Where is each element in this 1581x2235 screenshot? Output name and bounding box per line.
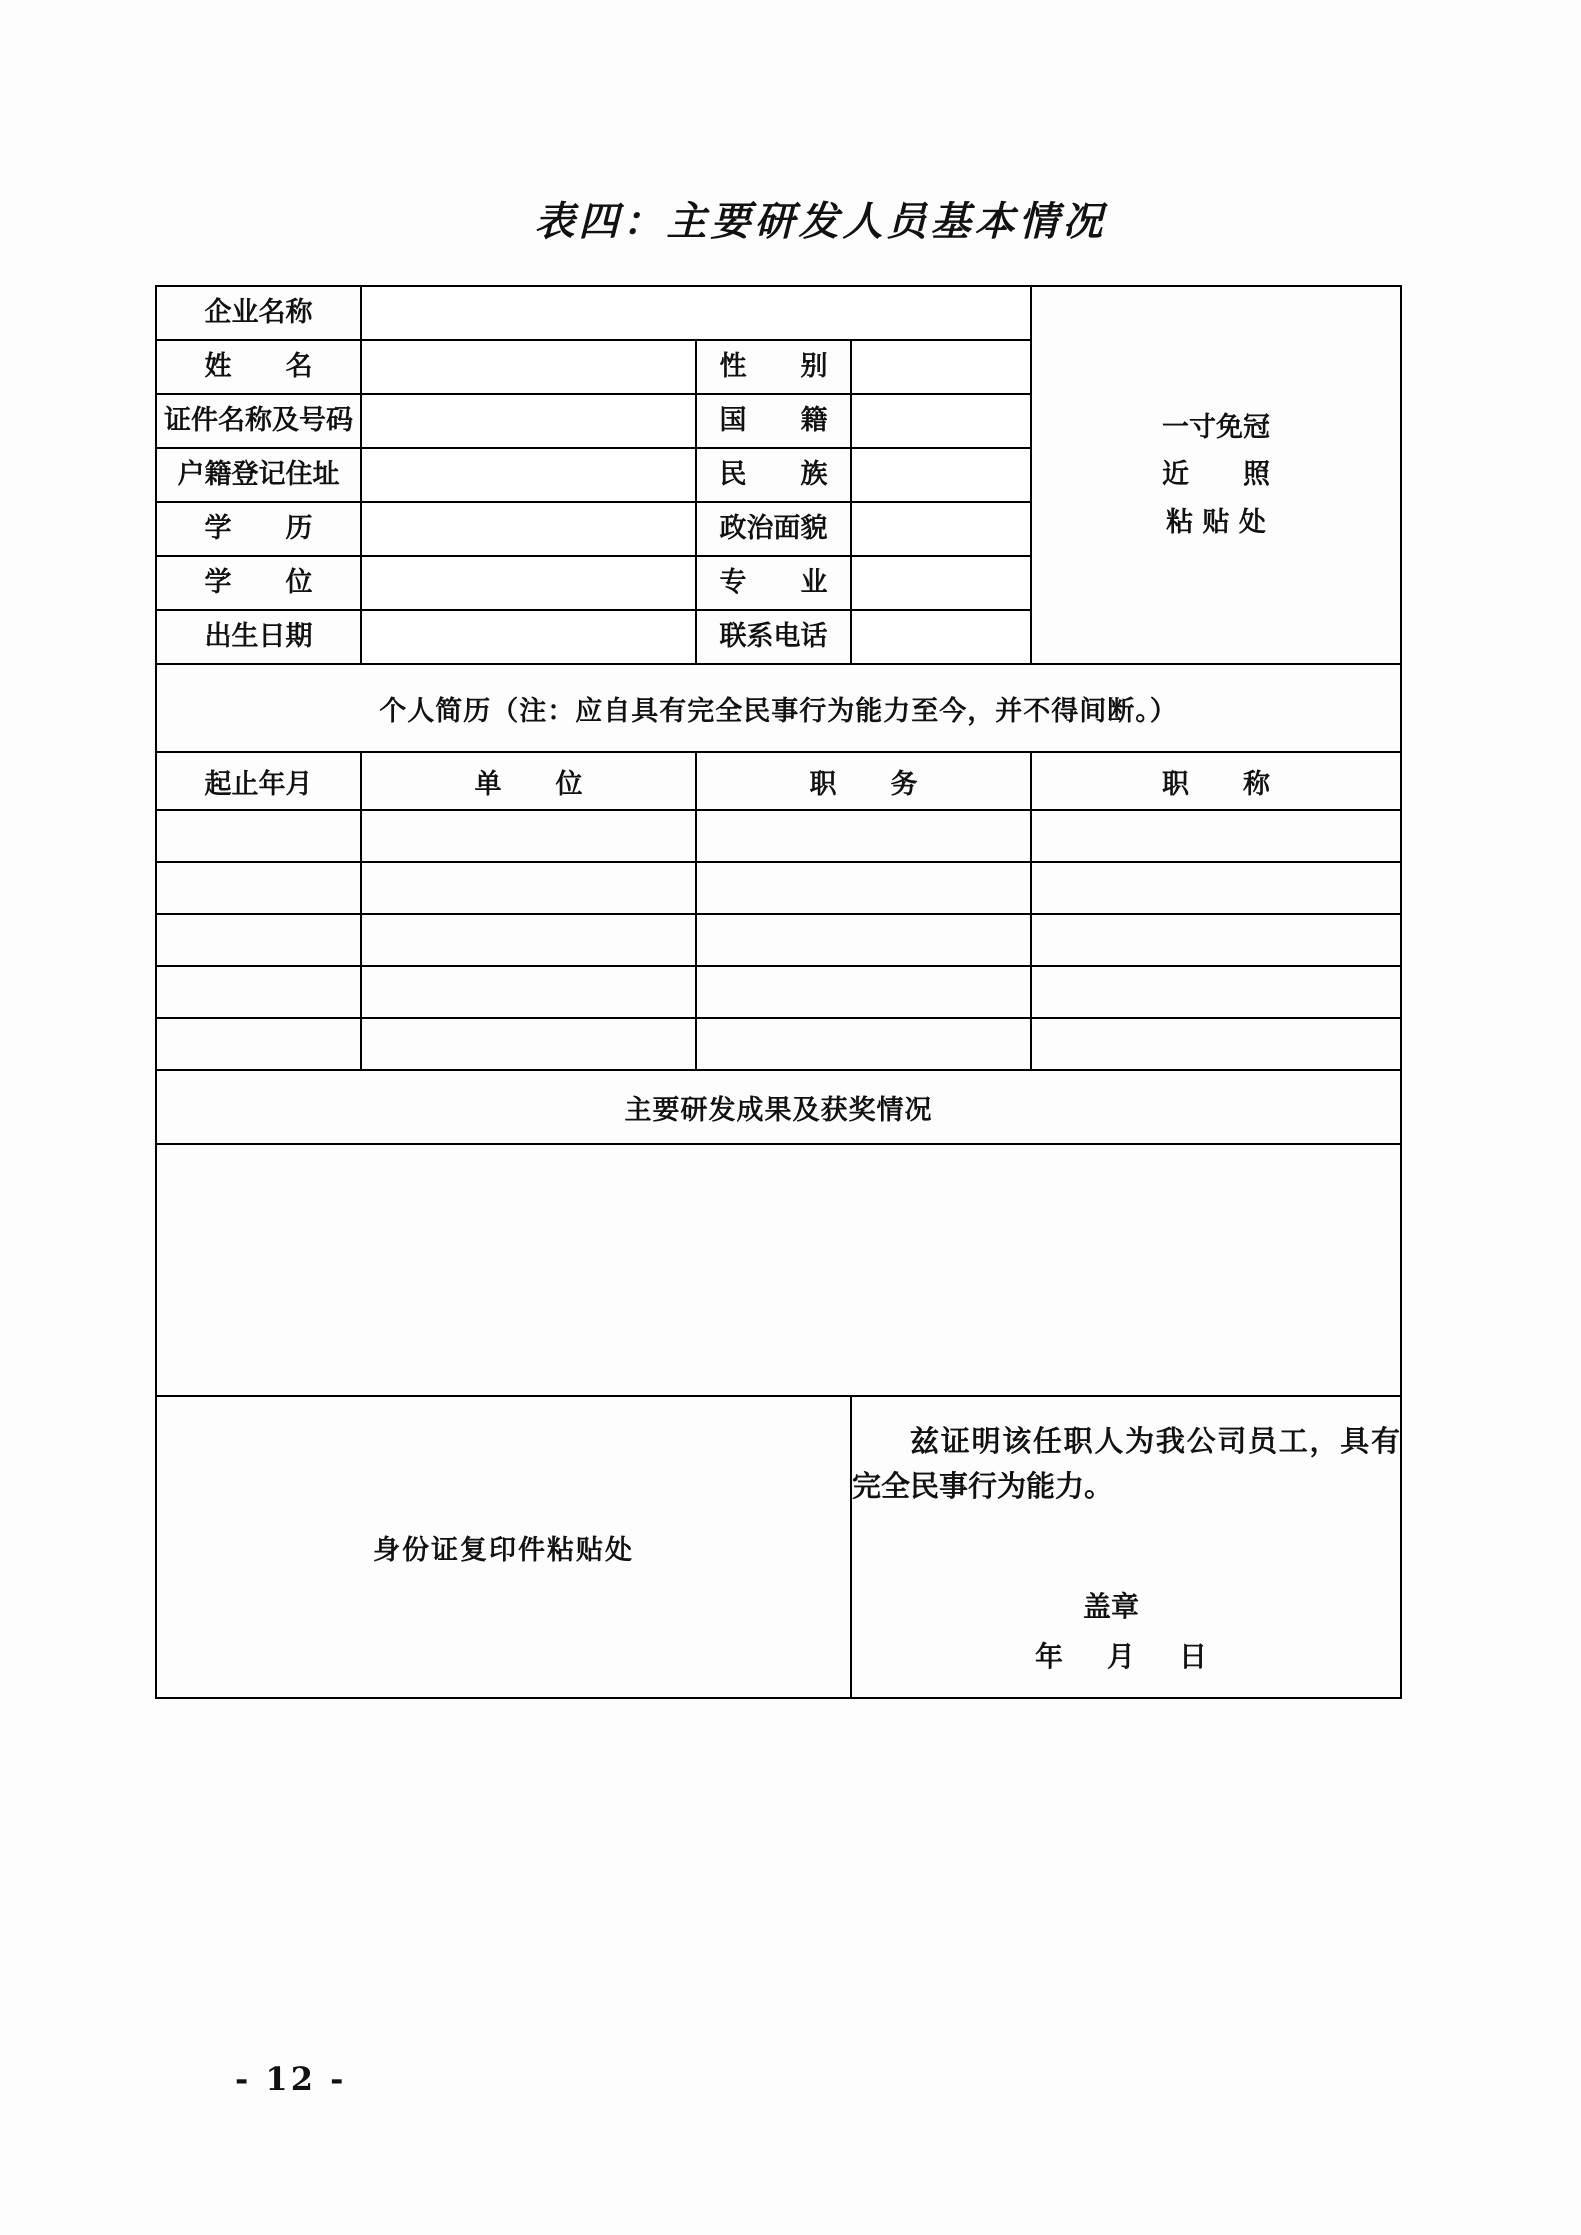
achievements-content[interactable]	[156, 1144, 1401, 1396]
resume-note-row	[156, 664, 1401, 752]
resume-cell-unit[interactable]	[361, 1018, 696, 1070]
field-label-education: 学 历	[156, 502, 361, 556]
field-value-nationality[interactable]	[851, 394, 1031, 448]
resume-cell-position[interactable]	[696, 810, 1031, 862]
field-label-phone: 联系电话	[696, 610, 851, 664]
resume-cell-position[interactable]	[696, 914, 1031, 966]
resume-cell-period[interactable]	[156, 966, 361, 1018]
field-value-phone[interactable]	[851, 610, 1031, 664]
photo-paste-area[interactable]	[1031, 286, 1401, 664]
field-label-id-type-number: 证件名称及号码	[156, 394, 361, 448]
field-value-ethnicity[interactable]	[851, 448, 1031, 502]
page-title: 表四：主要研发人员基本情况	[534, 198, 1107, 245]
resume-cell-unit[interactable]	[361, 966, 696, 1018]
field-label-gender: 性 别	[696, 340, 851, 394]
field-value-id-type-number[interactable]	[361, 394, 696, 448]
resume-header-unit: 单 位	[361, 752, 696, 810]
resume-cell-position[interactable]	[696, 862, 1031, 914]
field-value-education[interactable]	[361, 502, 696, 556]
field-value-name[interactable]	[361, 340, 696, 394]
company-name-label: 企业名称	[156, 286, 361, 340]
id-card-paste-area[interactable]: 身份证复印件粘贴处	[156, 1396, 851, 1698]
resume-header-position: 职 务	[696, 752, 1031, 810]
resume-cell-position[interactable]	[696, 966, 1031, 1018]
resume-cell-title[interactable]	[1031, 1018, 1401, 1070]
table-row-company	[156, 286, 1401, 340]
resume-cell-title[interactable]	[1031, 862, 1401, 914]
resume-cell-period[interactable]	[156, 810, 361, 862]
certification-text: 兹证明该任职人为我公司员工，具有完全民事行为能力。	[852, 1424, 1400, 1503]
resume-cell-unit[interactable]	[361, 810, 696, 862]
achievements-content-row	[156, 1144, 1401, 1396]
date-year-label: 年	[1034, 1639, 1063, 1673]
field-label-name: 姓 名	[156, 340, 361, 394]
resume-row	[156, 862, 1401, 914]
seal-label: 盖章	[1082, 1589, 1139, 1623]
resume-cell-title[interactable]	[1031, 914, 1401, 966]
achievements-title-row	[156, 1070, 1401, 1144]
date-month-label: 月	[1106, 1639, 1135, 1673]
field-value-major[interactable]	[851, 556, 1031, 610]
field-label-birth-date: 出生日期	[156, 610, 361, 664]
resume-header-row	[156, 752, 1401, 810]
personnel-form	[155, 285, 1400, 1699]
resume-row	[156, 1018, 1401, 1070]
resume-cell-period[interactable]	[156, 1018, 361, 1070]
page-number: - 12 -	[235, 2060, 347, 2098]
personnel-form-table	[155, 285, 1402, 1699]
field-label-major: 专 业	[696, 556, 851, 610]
resume-cell-unit[interactable]	[361, 914, 696, 966]
resume-header-period: 起止年月	[156, 752, 361, 810]
field-label-political-status: 政治面貌	[696, 502, 851, 556]
resume-cell-unit[interactable]	[361, 862, 696, 914]
photo-line-2: 近 照	[1162, 459, 1270, 491]
resume-cell-title[interactable]	[1031, 810, 1401, 862]
resume-cell-period[interactable]	[156, 914, 361, 966]
resume-row	[156, 810, 1401, 862]
resume-row	[156, 966, 1401, 1018]
resume-row	[156, 914, 1401, 966]
field-label-nationality: 国 籍	[696, 394, 851, 448]
date-day-label: 日	[1179, 1639, 1208, 1673]
field-value-degree[interactable]	[361, 556, 696, 610]
company-name-value[interactable]	[361, 286, 1031, 340]
photo-line-1: 一寸免冠	[1162, 412, 1270, 444]
achievements-section-title: 主要研发成果及获奖情况	[156, 1070, 1401, 1144]
field-label-ethnicity: 民 族	[696, 448, 851, 502]
field-value-political-status[interactable]	[851, 502, 1031, 556]
photo-line-3: 粘 贴 处	[1166, 506, 1266, 538]
resume-cell-title[interactable]	[1031, 966, 1401, 1018]
field-value-registered-address[interactable]	[361, 448, 696, 502]
field-label-degree: 学 位	[156, 556, 361, 610]
resume-cell-position[interactable]	[696, 1018, 1031, 1070]
resume-header-title: 职 称	[1031, 752, 1401, 810]
field-value-birth-date[interactable]	[361, 610, 696, 664]
field-label-registered-address: 户籍登记住址	[156, 448, 361, 502]
signature-date[interactable]	[852, 1635, 1400, 1675]
certification-block	[851, 1396, 1401, 1698]
field-value-gender[interactable]	[851, 340, 1031, 394]
footer-row	[156, 1396, 1401, 1698]
resume-cell-period[interactable]	[156, 862, 361, 914]
resume-note: 个人简历（注：应自具有完全民事行为能力至今，并不得间断。）	[156, 664, 1401, 752]
